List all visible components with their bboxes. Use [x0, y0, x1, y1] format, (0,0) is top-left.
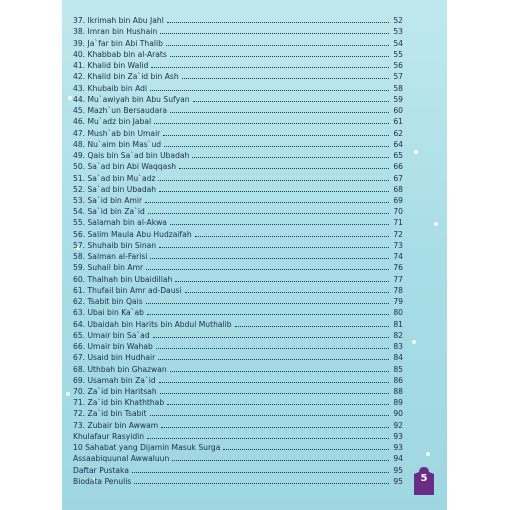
toc-entry-title: 65. Umair bin Sa`ad	[73, 330, 150, 340]
toc-entry-page: 78	[393, 285, 403, 295]
toc-entry-page: 61	[393, 117, 403, 127]
toc-entry	[73, 59, 403, 70]
dot-leader	[170, 56, 389, 57]
toc-entry-page: 93	[393, 443, 403, 453]
snow-dot	[68, 96, 72, 100]
toc-entry	[73, 475, 403, 486]
toc-entry-page: 54	[393, 38, 403, 48]
toc-entry-title: 54. Sa`id bin Za`id	[73, 207, 145, 217]
toc-entry	[73, 407, 403, 418]
toc-entry	[73, 306, 403, 317]
toc-entry-title: 56. Salim Maula Abu Hudzaifah	[73, 229, 192, 239]
dot-leader	[154, 123, 389, 124]
toc-entry-title: 58. Salman al-Farisi	[73, 252, 148, 262]
dot-leader	[145, 202, 389, 203]
toc-entry	[73, 126, 403, 137]
toc-entry-title: 47. Mush`ab bin Umair	[73, 128, 161, 138]
toc-entry-page: 59	[393, 94, 403, 104]
toc-entry	[73, 239, 403, 250]
toc-entry-title: 38. Imran bin Hushain	[73, 27, 158, 37]
dot-leader	[185, 292, 389, 293]
toc-entry-title: 62. Tsabit bin Qais	[73, 297, 143, 307]
dot-leader	[158, 180, 389, 181]
toc-entry-title: 50. Sa`ad bin Abi Waqqash	[73, 162, 177, 172]
toc-entry-page: 65	[393, 151, 403, 161]
toc-entry	[73, 463, 403, 474]
dot-leader	[150, 415, 389, 416]
dot-leader	[132, 472, 389, 473]
toc-entry-title: 68. Uthbah bin Ghazwan	[73, 364, 167, 374]
toc-entry	[73, 48, 403, 59]
toc-entry-page: 86	[393, 375, 403, 385]
dot-leader	[147, 314, 389, 315]
toc-entry	[73, 418, 403, 429]
toc-entry	[73, 138, 403, 149]
toc-entry-page: 56	[393, 61, 403, 71]
toc-entry-page: 79	[393, 297, 403, 307]
toc-entry-title: 43. Khubaib bin Adi	[73, 83, 148, 93]
dot-leader	[192, 157, 389, 158]
toc-entry	[73, 340, 403, 351]
toc-entry-title: 52. Sa`ad bin Ubadah	[73, 184, 157, 194]
dot-leader	[172, 460, 389, 461]
toc-entry-page: 83	[393, 342, 403, 352]
dot-leader	[182, 78, 389, 79]
toc-entry-title: 70. Za`id bin Haritsah	[73, 386, 157, 396]
snow-dot	[414, 150, 418, 154]
toc-entry	[73, 115, 403, 126]
toc-entry	[73, 171, 403, 182]
toc-entry-title: 48. Nu`aim bin Mas`ud	[73, 139, 162, 149]
toc-entry	[73, 329, 403, 340]
toc-entry-title: Biodata Penulis	[73, 476, 132, 486]
dot-leader	[159, 382, 389, 383]
toc-entry-title: 46. Mu`adz bin Jabal	[73, 117, 152, 127]
dot-leader	[147, 438, 389, 439]
dot-leader	[167, 22, 389, 23]
dot-leader	[193, 101, 389, 102]
toc-entry-page: 77	[393, 274, 403, 284]
toc-entry	[73, 149, 403, 160]
toc-entry-page: 70	[393, 207, 403, 217]
toc-entry-title: Daftar Pustaka	[73, 465, 129, 475]
toc-entry-title: Khulafaur Rasyidin	[73, 431, 145, 441]
toc-entry	[73, 452, 403, 463]
toc-entry-title: 49. Qais bin Sa`ad bin Ubadah	[73, 151, 190, 161]
toc-entry-page: 81	[393, 319, 403, 329]
dot-leader	[164, 146, 389, 147]
snow-dot	[426, 452, 430, 456]
dot-leader	[167, 404, 389, 405]
dot-leader	[166, 45, 389, 46]
toc-entry-page: 60	[393, 106, 403, 116]
dot-leader	[179, 168, 389, 169]
toc-entry-page: 67	[393, 173, 403, 183]
page-number: 5	[420, 473, 428, 484]
dot-leader	[223, 449, 389, 450]
toc-entry-page: 57	[393, 72, 403, 82]
toc-entry-title: 37. Ikrimah bin Abu Jahl	[73, 16, 164, 26]
toc-entry-title: 55. Salamah bin al-Akwa	[73, 218, 167, 228]
dot-leader	[170, 371, 389, 372]
toc-entry-page: 84	[393, 353, 403, 363]
toc-entry-title: 69. Usamah bin Za`id	[73, 375, 156, 385]
toc-entry-title: 66. Umair bin Wahab	[73, 342, 153, 352]
dot-leader	[175, 281, 389, 282]
toc-entry	[73, 284, 403, 295]
toc-entry-title: 40. Khabbab bin al-Arats	[73, 49, 167, 59]
toc-entry-page: 53	[393, 27, 403, 37]
toc-entry	[73, 317, 403, 328]
toc-entry-page: 72	[393, 229, 403, 239]
toc-entry-page: 95	[393, 465, 403, 475]
toc-entry-title: 42. Khalid bin Za`id bin Ash	[73, 72, 179, 82]
toc-entry-page: 82	[393, 330, 403, 340]
dot-leader	[150, 90, 389, 91]
toc-entry	[73, 194, 403, 205]
toc-entry-page: 74	[393, 252, 403, 262]
toc-entry-page: 62	[393, 128, 403, 138]
dot-leader	[170, 224, 389, 225]
toc-entry-title: 39. Ja`far bin Abi Thalib	[73, 38, 163, 48]
toc-entry-title: 64. Ubaidah bin Harits bin Abdul Muthalib	[73, 319, 232, 329]
snow-dot	[434, 222, 438, 226]
toc-entry	[73, 272, 403, 283]
toc-entry-title: 63. Ubai bin Ka`ab	[73, 308, 144, 318]
toc-entry-page: 85	[393, 364, 403, 374]
toc-entry	[73, 351, 403, 362]
toc-entry-page: 94	[393, 454, 403, 464]
toc-entry-page: 89	[393, 398, 403, 408]
toc-entry	[73, 396, 403, 407]
toc-entry-title: 73. Zubair bin Awwam	[73, 420, 159, 430]
dot-leader	[134, 483, 389, 484]
toc-entry	[73, 261, 403, 272]
toc-entry-title: 67. Usaid bin Hudhair	[73, 353, 156, 363]
toc-entry	[73, 160, 403, 171]
toc-entry	[73, 36, 403, 47]
toc-entry	[73, 295, 403, 306]
toc-entry-title: 57. Shuhaib bin Sinan	[73, 240, 157, 250]
toc-entry-page: 66	[393, 162, 403, 172]
toc-entry-page: 68	[393, 184, 403, 194]
dot-leader	[148, 213, 389, 214]
toc-entry	[73, 385, 403, 396]
toc-entry	[73, 362, 403, 373]
toc-entry-page: 64	[393, 139, 403, 149]
dot-leader	[235, 326, 389, 327]
toc-entry-title: 41. Khalid bin Walid	[73, 61, 149, 71]
toc-entry-title: 10 Sahabat yang Dijamin Masuk Surga	[73, 443, 221, 453]
toc-entry-title: 60. Thalhah bin Ubaidillah	[73, 274, 173, 284]
toc-entry	[73, 216, 403, 227]
toc-entry-page: 58	[393, 83, 403, 93]
toc-entry-title: 51. Sa`ad bin Mu`adz	[73, 173, 156, 183]
dot-leader	[151, 67, 389, 68]
toc-entry	[73, 93, 403, 104]
toc-entry	[73, 205, 403, 216]
toc-entry	[73, 81, 403, 92]
dot-leader	[150, 258, 389, 259]
dot-leader	[146, 303, 389, 304]
toc-entry	[73, 25, 403, 36]
toc-entry-page: 52	[393, 16, 403, 26]
toc-entry-page: 71	[393, 218, 403, 228]
dot-leader	[159, 247, 389, 248]
dot-leader	[159, 191, 389, 192]
dot-leader	[160, 393, 389, 394]
toc-entry-title: 53. Sa`id bin Amir	[73, 195, 143, 205]
toc-entry-page: 55	[393, 49, 403, 59]
dot-leader	[195, 236, 389, 237]
toc-entry-title: 44. Mu`awiyah bin Abu Sufyan	[73, 94, 190, 104]
toc-entry	[73, 183, 403, 194]
toc-entry-page: 90	[393, 409, 403, 419]
snow-dot	[412, 340, 416, 344]
toc-entry	[73, 227, 403, 238]
toc-entry-title: 72. Za`id bin Tsabit	[73, 409, 147, 419]
toc-entry	[73, 441, 403, 452]
toc-entry-page: 92	[393, 420, 403, 430]
toc-entry-page: 76	[393, 263, 403, 273]
toc-entry-page: 88	[393, 386, 403, 396]
table-of-contents	[73, 14, 403, 486]
toc-entry-page: 73	[393, 240, 403, 250]
toc-entry-title: 61. Thufail bin Amr ad-Dausi	[73, 285, 182, 295]
toc-entry	[73, 430, 403, 441]
toc-entry-page: 69	[393, 195, 403, 205]
toc-entry-title: 45. Mazh`un Bersaudara	[73, 106, 168, 116]
dot-leader	[170, 112, 389, 113]
toc-entry-page: 80	[393, 308, 403, 318]
toc-entry-page: 93	[393, 431, 403, 441]
dot-leader	[163, 135, 389, 136]
toc-entry	[73, 104, 403, 115]
dot-leader	[146, 269, 389, 270]
toc-entry	[73, 250, 403, 261]
toc-entry-title: 71. Za`id bin Khaththab	[73, 398, 165, 408]
toc-entry-title: 59. Suhail bin Amr	[73, 263, 144, 273]
toc-entry	[73, 374, 403, 385]
toc-entry	[73, 14, 403, 25]
snow-dot	[66, 392, 70, 396]
toc-entry-title: Assaabiquunal Awwaluun	[73, 454, 170, 464]
dot-leader	[153, 337, 389, 338]
toc-entry	[73, 70, 403, 81]
toc-entry-page: 95	[393, 476, 403, 486]
dot-leader	[156, 348, 389, 349]
dot-leader	[161, 427, 389, 428]
dot-leader	[158, 359, 389, 360]
dot-leader	[160, 33, 389, 34]
